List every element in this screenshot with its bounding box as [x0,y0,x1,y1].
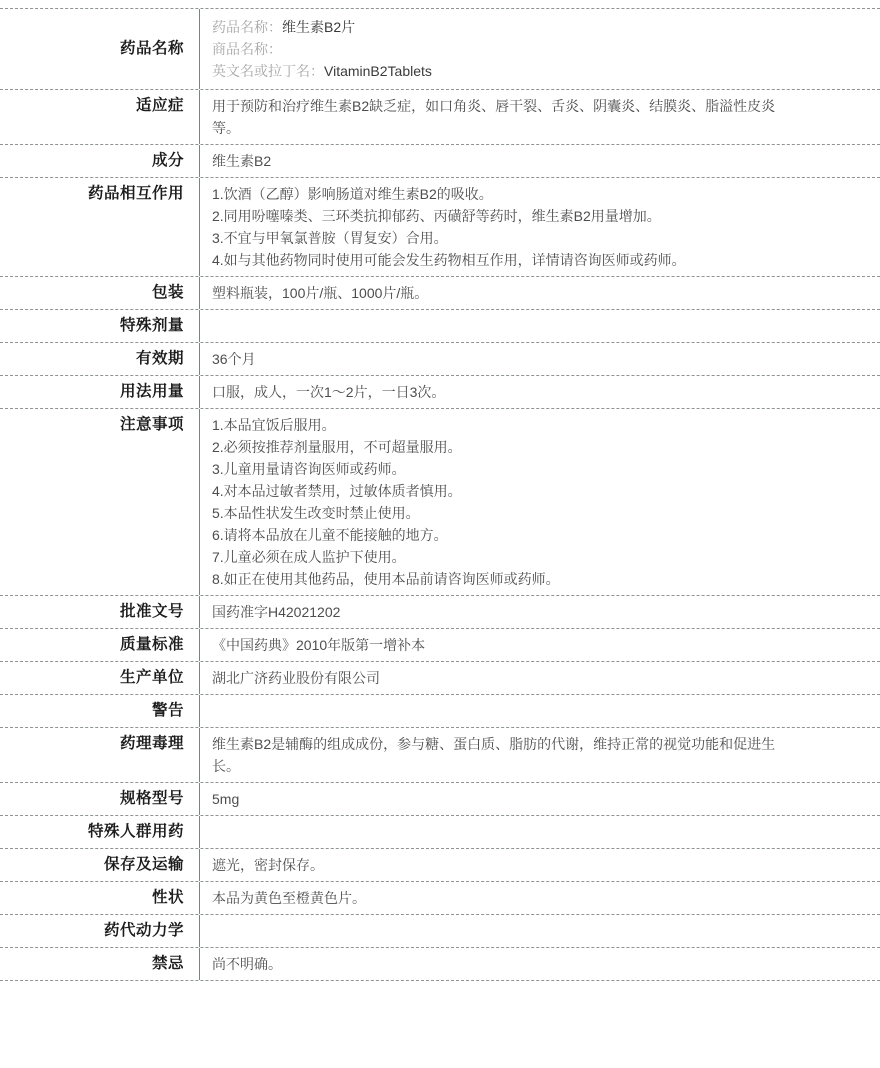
value-text: 遮光，密封保存。 [212,857,324,873]
table-row-pharmacology-toxicology [0,728,880,783]
row-label-approval-number: 批准文号 [0,596,200,628]
row-value-manufacturer [200,662,880,694]
field-name-label: 商品名称： [212,41,282,57]
row-value-dosage [200,376,880,408]
row-label-contraindications: 禁忌 [0,948,200,980]
field-line [212,16,790,38]
table-row-contraindications [0,948,880,981]
row-label-special-population: 特殊人群用药 [0,816,200,848]
table-row-pharmacokinetics [0,915,880,948]
row-label-appearance: 性状 [0,882,200,914]
table-row-special-dosage [0,310,880,343]
field-value-text: VitaminB2Tablets [324,63,432,79]
row-value-contraindications [200,948,880,980]
value-text: 维生素B2 [212,153,272,169]
row-label-warning: 警告 [0,695,200,727]
row-label-pharmacology-toxicology: 药理毒理 [0,728,200,782]
row-value-precautions [200,409,880,595]
value-line: 4.对本品过敏者禁用，过敏体质者慎用。 [212,483,462,499]
table-row-dosage [0,376,880,409]
value-text: 塑料瓶装，100片/瓶、1000片/瓶。 [212,285,429,301]
row-label-quality-standard: 质量标准 [0,629,200,661]
row-label-storage-transport: 保存及运输 [0,849,200,881]
value-text: 湖北广济药业股份有限公司 [212,670,380,686]
table-row-indications [0,90,880,145]
value-line: 7.儿童必须在成人监护下使用。 [212,549,406,565]
value-text: 用于预防和治疗维生素B2缺乏症，如口角炎、唇干裂、舌炎、阴囊炎、结膜炎、脂溢性皮炎等。 [212,98,776,136]
row-label-ingredients: 成分 [0,145,200,177]
field-name-label: 英文名或拉丁名： [212,63,324,79]
row-value-approval-number [200,596,880,628]
row-label-specification: 规格型号 [0,783,200,815]
row-value-pharmacokinetics [200,915,880,947]
row-label-packaging: 包装 [0,277,200,309]
row-label-indications: 适应症 [0,90,200,144]
row-value-appearance [200,882,880,914]
row-label-drug-interactions: 药品相互作用 [0,178,200,276]
value-text: 国药准字H42021202 [212,604,341,620]
table-row-shelf-life [0,343,880,376]
table-row-storage-transport [0,849,880,882]
row-label-special-dosage: 特殊剂量 [0,310,200,342]
field-line [212,60,790,82]
row-label-pharmacokinetics: 药代动力学 [0,915,200,947]
row-value-special-dosage [200,310,880,342]
value-text: 《中国药典》2010年版第一增补本 [212,637,426,653]
value-line: 1.本品宜饭后服用。 [212,417,336,433]
value-line: 6.请将本品放在儿童不能接触的地方。 [212,527,448,543]
value-text: 36个月 [212,351,256,367]
empty-value [212,315,790,337]
field-name-label: 药品名称： [212,19,282,35]
value-line: 3.儿童用量请咨询医师或药师。 [212,461,406,477]
empty-value [212,700,790,722]
table-row-special-population [0,816,880,849]
value-line: 3.不宜与甲氧氯普胺（胃复安）合用。 [212,230,448,246]
value-text: 口服，成人，一次1～2片，一日3次。 [212,384,446,400]
value-text: 维生素B2是辅酶的组成成份，参与糖、蛋白质、脂肪的代谢，维持正常的视觉功能和促进生长。 [212,736,776,774]
row-value-pharmacology-toxicology [200,728,880,782]
row-value-storage-transport [200,849,880,881]
table-row-appearance [0,882,880,915]
row-label-drug-name: 药品名称 [0,9,200,89]
row-value-special-population [200,816,880,848]
row-value-packaging [200,277,880,309]
row-label-precautions: 注意事项 [0,409,200,595]
table-row-drug-name [0,9,880,90]
table-row-approval-number [0,596,880,629]
table-row-specification [0,783,880,816]
table-row-quality-standard [0,629,880,662]
value-line: 5.本品性状发生改变时禁止使用。 [212,505,420,521]
row-value-shelf-life [200,343,880,375]
row-label-shelf-life: 有效期 [0,343,200,375]
page-body [0,8,880,1068]
table-row-precautions [0,409,880,596]
row-label-manufacturer: 生产单位 [0,662,200,694]
row-value-specification [200,783,880,815]
row-value-indications [200,90,880,144]
table-row-drug-interactions [0,178,880,277]
value-line: 2.必须按推荐剂量服用，不可超量服用。 [212,439,462,455]
value-text: 本品为黄色至橙黄色片。 [212,890,366,906]
row-value-drug-name [200,9,880,89]
field-line [212,38,790,60]
table-row-packaging [0,277,880,310]
value-line: 8.如正在使用其他药品，使用本品前请咨询医师或药师。 [212,571,560,587]
table-row-ingredients [0,145,880,178]
value-line: 2.同用吩噻嗪类、三环类抗抑郁药、丙磺舒等药时，维生素B2用量增加。 [212,208,661,224]
empty-value [212,821,790,843]
table-row-manufacturer [0,662,880,695]
drug-info-page [0,8,880,981]
value-line: 4.如与其他药物同时使用可能会发生药物相互作用，详情请咨询医师或药师。 [212,252,686,268]
table-row-warning [0,695,880,728]
row-label-dosage: 用法用量 [0,376,200,408]
row-value-warning [200,695,880,727]
value-line: 1.饮酒（乙醇）影响肠道对维生素B2的吸收。 [212,186,493,202]
value-text: 尚不明确。 [212,956,282,972]
row-value-drug-interactions [200,178,880,276]
row-value-ingredients [200,145,880,177]
row-value-quality-standard [200,629,880,661]
value-text: 5mg [212,791,240,807]
drug-info-table [0,8,880,981]
field-value-text: 维生素B2片 [282,19,356,35]
empty-value [212,920,790,942]
